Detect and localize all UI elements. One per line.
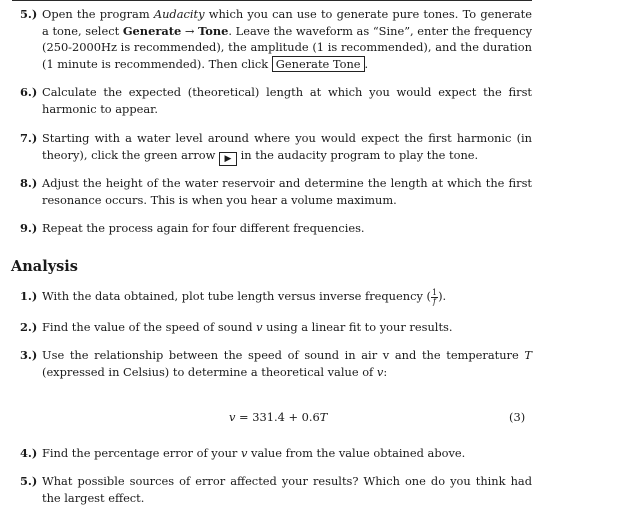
- procedure-item-7: [20, 130, 532, 166]
- analysis-heading: Analysis: [11, 258, 78, 275]
- speed-of-sound-equation: [0, 410, 620, 428]
- procedure-item-6: [20, 84, 532, 117]
- procedure-item-5: [20, 6, 532, 72]
- item-text: Open the program Audacity which you can use to generate pure tones. To generate a tone, select Generate → Tone. Leave the waveform as “Sine”, enter the frequency (250-2000Hz is recommended), the amplitude (1 is recommended), and the duration (1 minute is recommended). Then click Generate Tone .: [42, 7, 532, 71]
- equation-number: (3): [509, 410, 526, 424]
- analysis-item-2: [20, 319, 532, 336]
- generate-tone-button-label: Generate Tone: [272, 56, 365, 72]
- procedure-item-9: [20, 220, 532, 237]
- app-name: Audacity: [153, 7, 205, 21]
- item-text: With the data obtained, plot tube length versus inverse frequency ( $\frac{1}{f}$ ).: [42, 288, 447, 306]
- item-text: What possible sources of error affected your results? Which one do you think had the largest effect.: [42, 474, 532, 505]
- item-number: 8.): [20, 176, 38, 190]
- item-text: Calculate the expected (theoretical) length at which you would expect the first harmonic to appear.: [42, 85, 532, 116]
- item-text: Starting with a water level around where you would expect the first harmonic (in theory), click the green arrow ▶ in the audacity program to play the tone.: [42, 131, 532, 164]
- item-number: 5.): [20, 474, 38, 488]
- menu-tone: Tone: [198, 23, 229, 38]
- item-text: Find the value of the speed of sound v using a linear fit to your results.: [42, 320, 453, 334]
- item-number: 4.): [20, 446, 38, 460]
- item-number: 1.): [20, 289, 38, 303]
- inverse-frequency-fraction: $\frac{1}{f}$: [431, 288, 438, 306]
- analysis-item-3: [20, 347, 532, 380]
- analysis-item-1: [20, 288, 532, 306]
- item-number: 7.): [20, 131, 38, 145]
- item-number: 6.): [20, 85, 38, 99]
- item-number: 9.): [20, 221, 38, 235]
- procedure-item-8: [20, 175, 532, 208]
- menu-generate: Generate: [122, 23, 182, 38]
- item-text: Use the relationship between the speed of sound in air v and the temperature T (expressed in Celsius) to determine a theoretical value of v:: [42, 348, 532, 379]
- item-text: Repeat the process again for four different frequencies.: [42, 221, 365, 235]
- analysis-item-4: [20, 445, 532, 462]
- top-rule: [12, 0, 532, 1]
- item-number: 3.): [20, 348, 38, 362]
- item-number: 2.): [20, 320, 38, 334]
- analysis-item-5: [20, 473, 532, 506]
- item-text: Find the percentage error of your v value from the value obtained above.: [42, 446, 466, 460]
- item-number: 5.): [20, 7, 38, 21]
- arrow-icon: →: [184, 23, 195, 38]
- equation-formula: v = 331.4 + 0.6T: [229, 410, 328, 424]
- item-text: Adjust the height of the water reservoir and determine the length at which the first resonance occurs. This is when you hear a volume maximum.: [42, 176, 532, 207]
- play-icon: ▶: [219, 152, 237, 166]
